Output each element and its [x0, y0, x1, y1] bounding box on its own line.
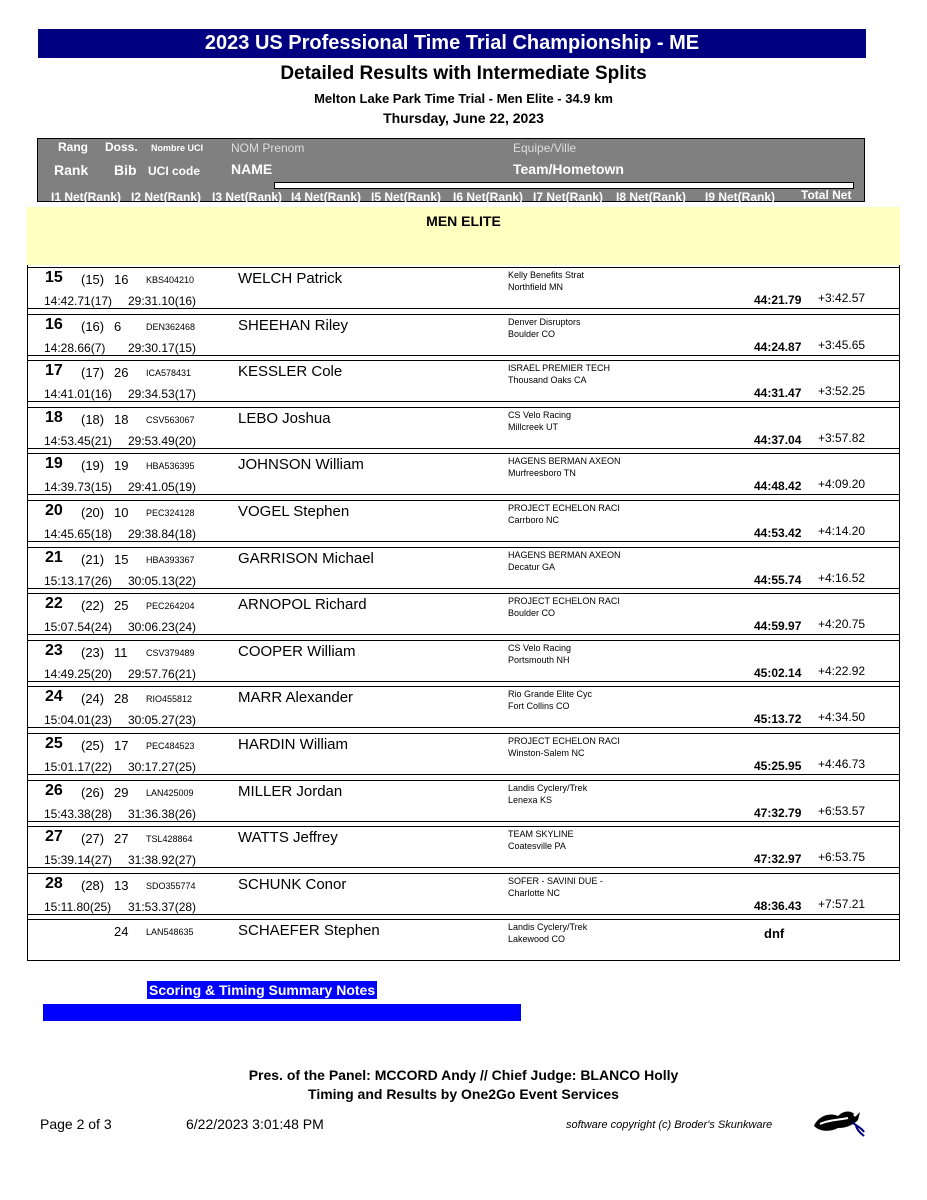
rider-rank: 22 [45, 595, 63, 612]
split-1-time: 15:43.38(28) [44, 807, 113, 821]
total-time: 44:48.42 [754, 479, 802, 493]
rider-team: PROJECT ECHELON RACI [508, 596, 620, 606]
result-row-dnf [27, 919, 900, 961]
rider-rank-paren: (25) [81, 738, 105, 753]
rider-uci-code: HBA393367 [146, 555, 195, 565]
time-gap: +4:22.92 [818, 664, 866, 678]
rider-rank: 19 [45, 455, 63, 472]
rider-rank-paren: (16) [81, 319, 105, 334]
col-split-6: I6 Net(Rank) [453, 190, 524, 204]
rider-uci-code: TSL428864 [146, 834, 193, 844]
rider-uci-code: CSV563067 [146, 415, 195, 425]
result-row [27, 314, 900, 356]
split-1-time: 14:49.25(20) [44, 667, 113, 681]
rider-uci-code: SDO355774 [146, 881, 196, 891]
rider-name: MARR Alexander [238, 689, 354, 706]
rider-bib: 24 [114, 924, 129, 939]
rider-bib: 15 [114, 552, 129, 567]
rider-bib: 6 [114, 319, 122, 334]
rider-hometown: Decatur GA [508, 562, 556, 572]
split-1-time: 14:41.01(16) [44, 387, 113, 401]
split-2-time: 31:38.92(27) [128, 853, 197, 867]
time-gap: +4:34.50 [818, 710, 866, 724]
total-time: 45:02.14 [754, 666, 802, 680]
rider-team: CS Velo Racing [508, 410, 572, 420]
rider-rank-paren: (17) [81, 365, 105, 380]
rider-team: Landis Cyclery/Trek [508, 783, 588, 793]
rider-name: VOGEL Stephen [238, 503, 350, 520]
rider-bib: 27 [114, 831, 129, 846]
col-split-4: I4 Net(Rank) [291, 190, 362, 204]
total-time: 47:32.97 [754, 852, 802, 866]
col-total-net: Total Net [801, 188, 852, 202]
rider-name: SCHAEFER Stephen [238, 922, 380, 939]
rider-rank-paren: (18) [81, 412, 105, 427]
rider-uci-code: DEN362468 [146, 322, 196, 332]
rider-name: GARRISON Michael [238, 550, 374, 567]
rider-rank: 25 [45, 735, 63, 752]
split-2-time: 31:53.37(28) [128, 900, 197, 914]
col-doss: Doss. [105, 140, 138, 154]
time-gap: +3:57.82 [818, 431, 866, 445]
col-split-2: I2 Net(Rank) [131, 190, 202, 204]
rider-bib: 16 [114, 272, 129, 287]
col-rank: Rank [54, 162, 89, 178]
split-1-time: 14:53.45(21) [44, 434, 113, 448]
split-1-time: 15:13.17(26) [44, 574, 113, 588]
rider-rank: 28 [45, 875, 63, 892]
col-team-hometown: Team/Hometown [513, 161, 624, 177]
time-gap: +7:57.21 [818, 897, 866, 911]
result-row [27, 686, 900, 728]
rider-rank: 15 [45, 269, 63, 286]
split-1-time: 14:45.65(18) [44, 527, 113, 541]
rider-name: KESSLER Cole [238, 363, 343, 380]
rider-team: ISRAEL PREMIER TECH [508, 363, 611, 373]
split-2-time: 29:34.53(17) [128, 387, 197, 401]
rider-rank: 20 [45, 502, 63, 519]
rider-hometown: Boulder CO [508, 608, 556, 618]
time-gap: +6:53.57 [818, 804, 866, 818]
rider-team: HAGENS BERMAN AXEON [508, 550, 621, 560]
col-bib: Bib [114, 162, 137, 178]
rider-team: Rio Grande Elite Cyc [508, 689, 593, 699]
time-gap: +3:45.65 [818, 338, 866, 352]
rider-uci-code: HBA536395 [146, 461, 195, 471]
col-nombre-uci: Nombre UCI [151, 143, 204, 153]
total-time: 44:55.74 [754, 573, 802, 587]
rider-rank-paren: (23) [81, 645, 105, 660]
software-copyright: software copyright (c) Broder's Skunkware [566, 1119, 773, 1131]
rider-bib: 17 [114, 738, 129, 753]
rider-bib: 25 [114, 598, 129, 613]
rider-bib: 28 [114, 691, 129, 706]
event-name: Melton Lake Park Time Trial - Men Elite - 34.9 km [314, 91, 613, 106]
total-time: 44:37.04 [754, 433, 802, 447]
split-2-time: 29:57.76(21) [128, 667, 197, 681]
split-1-time: 15:01.17(22) [44, 760, 113, 774]
split-2-time: 30:06.23(24) [128, 620, 197, 634]
split-2-time: 29:41.05(19) [128, 480, 197, 494]
rider-name: MILLER Jordan [238, 783, 343, 800]
rider-hometown: Carrboro NC [508, 515, 560, 525]
col-name: NAME [231, 161, 273, 177]
rider-team: Landis Cyclery/Trek [508, 922, 588, 932]
rider-rank-paren: (20) [81, 505, 105, 520]
total-time: 48:36.43 [754, 899, 802, 913]
result-row [27, 733, 900, 775]
col-nom-prenom: NOM Prenom [231, 141, 305, 155]
rider-team: SOFER - SAVINI DUE - [508, 876, 603, 886]
result-row [27, 547, 900, 589]
rider-uci-code: PEC264204 [146, 601, 195, 611]
time-gap: +3:42.57 [818, 291, 866, 305]
result-row [27, 640, 900, 682]
total-time: 44:31.47 [754, 386, 802, 400]
rider-team: Kelly Benefits Strat [508, 270, 585, 280]
rider-uci-code: ICA578431 [146, 368, 192, 378]
result-row [27, 873, 900, 915]
time-gap: +6:53.75 [818, 850, 866, 864]
time-gap: +4:16.52 [818, 571, 866, 585]
rider-rank-paren: (15) [81, 272, 105, 287]
split-1-time: 14:28.66(7) [44, 341, 106, 355]
dnf-status: dnf [764, 926, 785, 941]
col-split-8: I8 Net(Rank) [616, 190, 687, 204]
col-split-7: I7 Net(Rank) [533, 190, 604, 204]
rider-uci-code: LAN548635 [146, 927, 194, 937]
total-time: 44:53.42 [754, 526, 802, 540]
rider-hometown: Charlotte NC [508, 888, 561, 898]
rider-hometown: Coatesville PA [508, 841, 566, 851]
rider-hometown: Winston-Salem NC [508, 748, 585, 758]
rider-hometown: Fort Collins CO [508, 701, 570, 711]
notes-bar [43, 1004, 521, 1021]
split-2-time: 30:05.27(23) [128, 713, 197, 727]
rider-bib: 18 [114, 412, 129, 427]
rider-rank: 26 [45, 782, 63, 799]
rider-bib: 29 [114, 785, 129, 800]
rider-name: HARDIN William [238, 736, 348, 753]
rider-rank-paren: (26) [81, 785, 105, 800]
rider-rank-paren: (21) [81, 552, 105, 567]
skunk-logo-icon [808, 1102, 866, 1140]
split-1-time: 15:11.80(25) [44, 900, 112, 914]
rider-name: COOPER William [238, 643, 356, 660]
rider-rank: 16 [45, 316, 63, 333]
rider-hometown: Thousand Oaks CA [508, 375, 587, 385]
rider-uci-code: RIO455812 [146, 694, 193, 704]
total-time: 44:21.79 [754, 293, 802, 307]
split-2-time: 31:36.38(26) [128, 807, 197, 821]
rider-team: HAGENS BERMAN AXEON [508, 456, 621, 466]
rider-rank-paren: (24) [81, 691, 105, 706]
col-uci-code: UCI code [148, 164, 201, 178]
split-1-time: 14:39.73(15) [44, 480, 113, 494]
rider-name: ARNOPOL Richard [238, 596, 367, 613]
col-rang: Rang [58, 140, 88, 154]
rider-rank-paren: (27) [81, 831, 105, 846]
event-date: Thursday, June 22, 2023 [383, 110, 544, 126]
rider-hometown: Northfield MN [508, 282, 564, 292]
split-2-time: 29:30.17(15) [128, 341, 197, 355]
category-section [27, 207, 900, 265]
rider-hometown: Murfreesboro TN [508, 468, 576, 478]
time-gap: +3:52.25 [818, 384, 866, 398]
split-2-time: 29:31.10(16) [128, 294, 197, 308]
total-time: 44:24.87 [754, 340, 802, 354]
split-1-time: 15:07.54(24) [44, 620, 113, 634]
split-2-time: 29:38.84(18) [128, 527, 197, 541]
rider-bib: 19 [114, 458, 129, 473]
rider-uci-code: PEC324128 [146, 508, 195, 518]
category-title: MEN ELITE [426, 213, 501, 229]
split-1-time: 15:04.01(23) [44, 713, 113, 727]
page-number: Page 2 of 3 [40, 1116, 112, 1132]
print-timestamp: 6/22/2023 3:01:48 PM [186, 1116, 324, 1132]
col-split-5: I5 Net(Rank) [371, 190, 442, 204]
header-divider-bar [274, 182, 854, 189]
rider-name: SCHUNK Conor [238, 876, 347, 893]
time-gap: +4:14.20 [818, 524, 866, 538]
rider-rank-paren: (22) [81, 598, 105, 613]
rider-team: CS Velo Racing [508, 643, 572, 653]
rider-hometown: Lenexa KS [508, 795, 553, 805]
split-2-time: 30:17.27(25) [128, 760, 197, 774]
result-row [27, 593, 900, 635]
rider-rank-paren: (19) [81, 458, 105, 473]
col-split-1: I1 Net(Rank) [51, 190, 122, 204]
rider-rank: 18 [45, 409, 63, 426]
split-2-time: 29:53.49(20) [128, 434, 197, 448]
rider-name: JOHNSON William [238, 456, 364, 473]
split-2-time: 30:05.13(22) [128, 574, 197, 588]
result-row [27, 453, 900, 495]
total-time: 44:59.97 [754, 619, 802, 633]
report-banner: 2023 US Professional Time Trial Championship - ME [38, 29, 866, 58]
split-1-time: 14:42.71(17) [44, 294, 113, 308]
time-gap: +4:09.20 [818, 477, 866, 491]
rider-rank: 17 [45, 362, 63, 379]
col-split-3: I3 Net(Rank) [212, 190, 283, 204]
time-gap: +4:46.73 [818, 757, 866, 771]
col-equipe-ville: Equipe/Ville [513, 141, 577, 155]
rider-name: SHEEHAN Riley [238, 317, 349, 334]
rider-rank: 24 [45, 688, 63, 705]
result-row [27, 826, 900, 868]
rider-uci-code: PEC484523 [146, 741, 195, 751]
result-row [27, 407, 900, 449]
rider-team: TEAM SKYLINE [508, 829, 574, 839]
rider-team: PROJECT ECHELON RACI [508, 736, 620, 746]
notes-label: Scoring & Timing Summary Notes [149, 982, 376, 998]
rider-team: Denver Disruptors [508, 317, 581, 327]
rider-uci-code: LAN425009 [146, 788, 194, 798]
rider-bib: 11 [114, 645, 128, 660]
rider-hometown: Boulder CO [508, 329, 556, 339]
rider-bib: 13 [114, 878, 129, 893]
rider-bib: 10 [114, 505, 129, 520]
rider-rank: 21 [45, 549, 63, 566]
rider-bib: 26 [114, 365, 129, 380]
result-row [27, 780, 900, 822]
rider-name: LEBO Joshua [238, 410, 331, 427]
result-row [27, 267, 900, 309]
rider-rank: 27 [45, 828, 63, 845]
col-split-9: I9 Net(Rank) [705, 190, 776, 204]
rider-rank-paren: (28) [81, 878, 105, 893]
rider-hometown: Portsmouth NH [508, 655, 570, 665]
total-time: 45:25.95 [754, 759, 802, 773]
rider-hometown: Lakewood CO [508, 934, 566, 944]
total-time: 47:32.79 [754, 806, 802, 820]
result-row [27, 360, 900, 402]
panel-officials: Pres. of the Panel: MCCORD Andy // Chief Judge: BLANCO Holly [248, 1067, 679, 1083]
rider-uci-code: CSV379489 [146, 648, 195, 658]
report-title: Detailed Results with Intermediate Splits [280, 63, 647, 84]
split-1-time: 15:39.14(27) [44, 853, 113, 867]
rider-name: WELCH Patrick [238, 270, 343, 287]
rider-team: PROJECT ECHELON RACI [508, 503, 620, 513]
column-header [37, 138, 865, 202]
time-gap: +4:20.75 [818, 617, 866, 631]
rider-hometown: Millcreek UT [508, 422, 559, 432]
rider-rank: 23 [45, 642, 63, 659]
timing-credit: Timing and Results by One2Go Event Services [308, 1086, 619, 1102]
result-row [27, 500, 900, 542]
rider-uci-code: KBS404210 [146, 275, 195, 285]
total-time: 45:13.72 [754, 712, 802, 726]
rider-name: WATTS Jeffrey [238, 829, 338, 846]
